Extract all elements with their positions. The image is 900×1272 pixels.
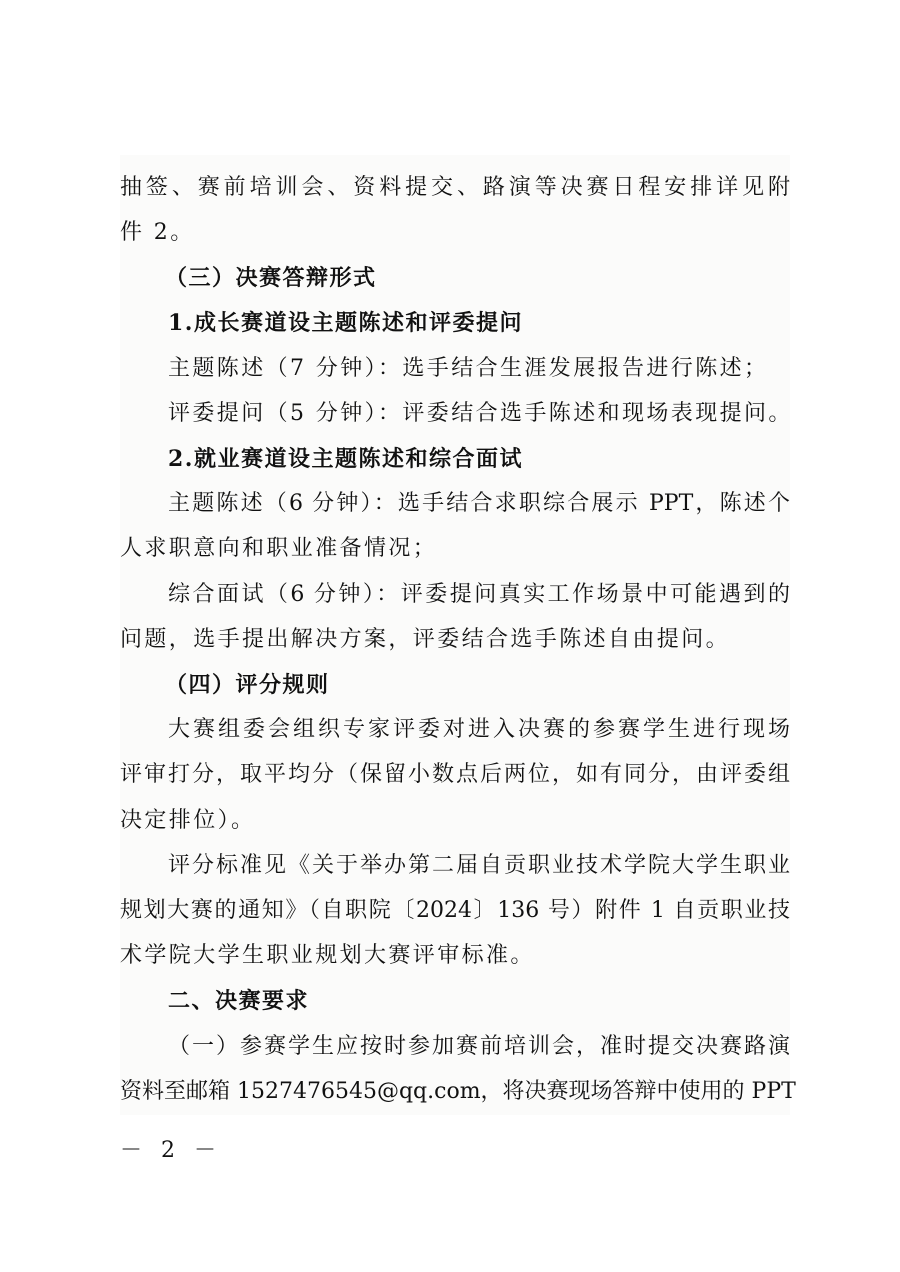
paragraph-line: 规划大赛的通知》（自职院〔2024〕136 号）附件 1 自贡职业技 [120, 898, 790, 923]
paragraph-line: 术学院大学生职业规划大赛评审标准。 [120, 943, 535, 968]
paragraph-line: 抽签、赛前培训会、资料提交、路演等决赛日程安排详见附 [120, 175, 790, 200]
page-number: － 2 － [120, 1138, 222, 1163]
paragraph-line: 问题，选手提出解决方案，评委结合选手陈述自由提问。 [120, 627, 731, 652]
subsection-heading: 1.成长赛道设主题陈述和评委提问 [168, 310, 523, 336]
paragraph-line: 综合面试（6 分钟）：评委提问真实工作场景中可能遇到的 [168, 582, 790, 607]
paragraph-line: 决定排位）。 [120, 808, 256, 833]
paragraph-line: 人求职意向和职业准备情况； [120, 536, 438, 561]
paragraph-line: 大赛组委会组织专家评委对进入决赛的参赛学生进行现场 [168, 717, 790, 742]
paragraph-line: （一）参赛学生应按时参加赛前培训会，准时提交决赛路演 [168, 1034, 790, 1059]
paragraph-line: 资料至邮箱 1527476545@qq.com，将决赛现场答辩中使用的 PPT [120, 1079, 796, 1104]
paragraph-line: 评委提问（5 分钟）：评委结合选手陈述和现场表现提问。 [168, 401, 793, 426]
subsection-heading: 2.就业赛道设主题陈述和综合面试 [168, 446, 523, 472]
section-heading: （三）决赛答辩形式 [165, 265, 377, 291]
paragraph-line: 评审打分，取平均分（保留小数点后两位，如有同分，由评委组 [120, 762, 790, 787]
paragraph-line: 评分标准见《关于举办第二届自贡职业技术学院大学生职业 [168, 853, 790, 878]
section-heading: 二、决赛要求 [168, 988, 310, 1014]
paragraph-line: 件 2。 [120, 220, 195, 245]
section-heading: （四）评分规则 [165, 672, 330, 698]
paragraph-line: 主题陈述（7 分钟）：选手结合生涯发展报告进行陈述； [168, 356, 769, 381]
paragraph-line: 主题陈述（6 分钟）：选手结合求职综合展示 PPT，陈述个 [168, 491, 790, 516]
